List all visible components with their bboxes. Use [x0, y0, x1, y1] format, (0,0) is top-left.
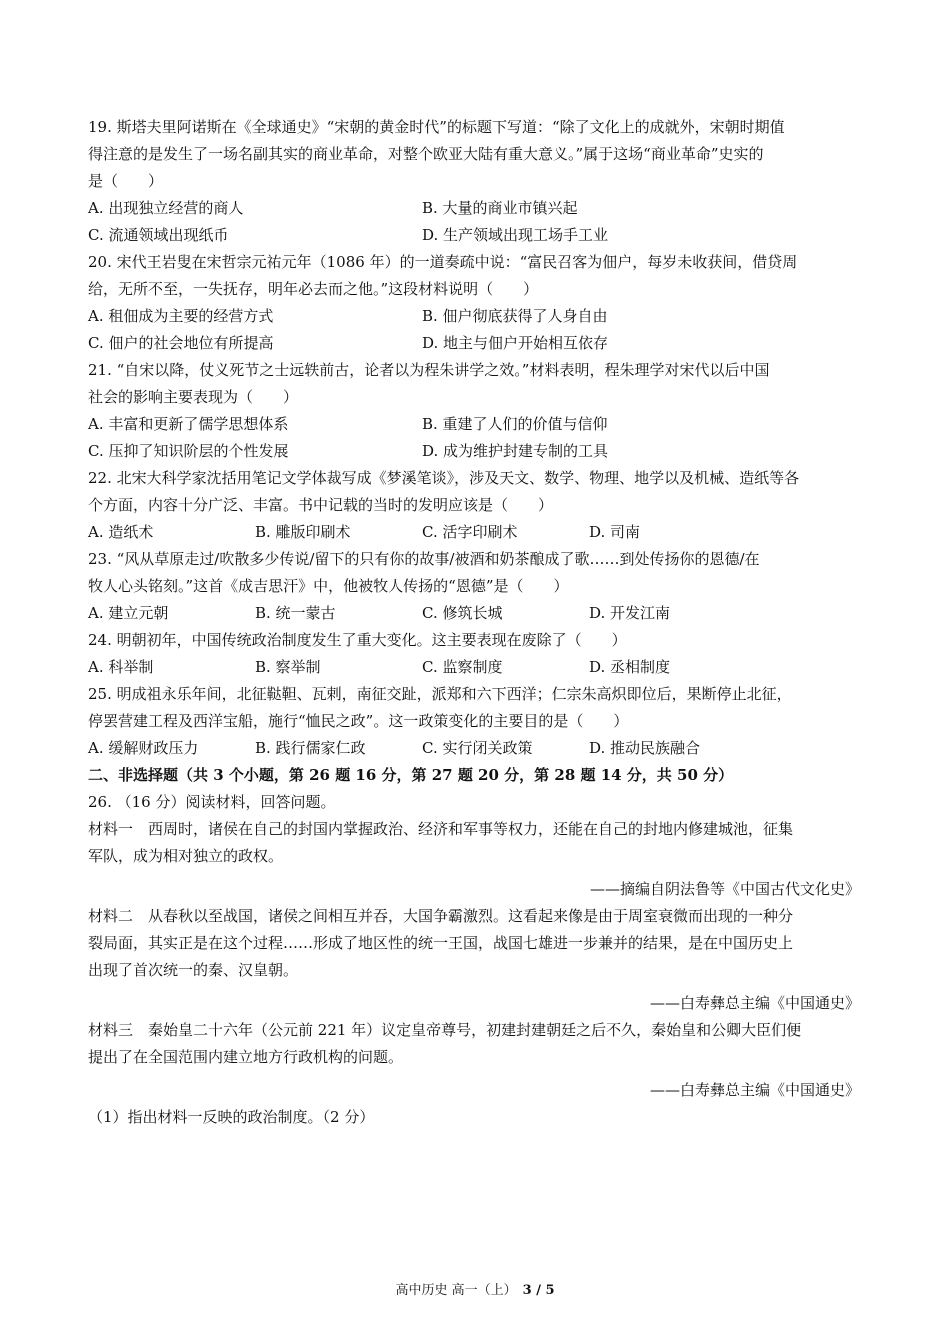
question-25: [88, 681, 864, 762]
question-24-options: [88, 654, 864, 681]
question-21-options-row-1: [88, 411, 864, 438]
question-20-option-b: B. 佃户彻底获得了人身自由: [422, 307, 608, 325]
question-20: [88, 249, 864, 357]
question-25-line-2: 停罢营建工程及西洋宝船，施行“恤民之政”。这一政策变化的主要目的是（ ）: [88, 712, 629, 730]
question-21-option-b: B. 重建了人们的价值与信仰: [422, 415, 608, 433]
question-21-option-c: C. 压抑了知识阶层的个性发展: [88, 442, 289, 460]
question-21-line-1: 21. “自宋以降，仗义死节之士远轶前古，论者以为程朱讲学之效。”材料表明，程朱理学对宋代以后中国: [88, 361, 770, 379]
footer-page-number: 3 / 5: [522, 1283, 555, 1298]
footer-title: 高中历史 高一（上）: [395, 1283, 517, 1298]
question-23-line-1: 23. “风从草原走过/吹散多少传说/留下的只有你的故事/被酒和奶茶酿成了歌……到处传扬你的恩德/在: [88, 550, 760, 568]
question-22-option-c: C. 活字印刷术: [422, 523, 518, 541]
question-24: [88, 627, 864, 681]
material-1-line-1: 材料一 西周时，诸侯在自己的封国内掌握政治、经济和军事等权力，还能在自己的封地内修建城池，征集: [88, 820, 794, 838]
question-22-line-1: 22. 北宋大科学家沈括用笔记文学体裁写成《梦溪笔谈》，涉及天文、数学、物理、地学以及机械、造纸等各: [88, 469, 800, 487]
question-20-options-row-1: [88, 303, 864, 330]
question-25-option-a: A. 缓解财政压力: [88, 739, 199, 757]
question-19-options-row-1: [88, 195, 864, 222]
material-1-line-2: 军队，成为相对独立的政权。: [88, 847, 284, 865]
question-23-option-c: C. 修筑长城: [422, 604, 503, 622]
question-22-option-d: D. 司南: [589, 523, 641, 541]
question-19-option-d: D. 生产领域出现工场手工业: [422, 226, 609, 244]
question-25-option-c: C. 实行闭关政策: [422, 739, 533, 757]
question-20-line-1: 20. 宋代王岩叟在宋哲宗元祐元年（1086 年）的一道奏疏中说：“富民召客为佃户，每岁未收获间，借贷周: [88, 253, 798, 271]
question-19-option-c: C. 流通领域出现纸币: [88, 226, 229, 244]
question-23-options: [88, 600, 864, 627]
question-19-line-2: 得注意的是发生了一场名副其实的商业革命，对整个欧亚大陆有重大意义。”属于这场“商业革命”史实的: [88, 145, 764, 163]
question-21-options-row-2: [88, 438, 864, 465]
page-footer: [0, 1279, 950, 1298]
material-3-source: ——白寿彝总主编《中国通史》: [649, 1081, 860, 1099]
question-20-option-a: A. 租佃成为主要的经营方式: [88, 307, 274, 325]
question-19-option-a: A. 出现独立经营的商人: [88, 199, 244, 217]
question-23-option-d: D. 开发江南: [589, 604, 671, 622]
question-25-option-d: D. 推动民族融合: [589, 739, 701, 757]
material-3-line-1: 材料三 秦始皇二十六年（公元前 221 年）议定皇帝尊号，初建封建朝廷之后不久，秦始皇和公卿大臣们便: [88, 1021, 802, 1039]
material-2-line-2: 裂局面，其实正是在这个过程……形成了地区性的统一王国，战国七雄进一步兼并的结果，是在中国历史上: [88, 934, 794, 952]
question-24-option-b: B. 察举制: [255, 658, 321, 676]
question-20-option-d: D. 地主与佃户开始相互依存: [422, 334, 609, 352]
section-2-heading: 二、非选择题（共 3 个小题，第 26 题 16 分，第 27 题 20 分，第 28 题 14 分，共 50 分）: [88, 766, 734, 784]
question-23-line-2: 牧人心头铭刻。”这首《成吉思汗》中，他被牧人传扬的“恩德”是（ ）: [88, 577, 569, 595]
material-2-line-3: 出现了首次统一的秦、汉皇朝。: [88, 961, 299, 979]
question-23: [88, 546, 864, 627]
question-20-options-row-2: [88, 330, 864, 357]
material-2-source: ——白寿彝总主编《中国通史》: [649, 994, 860, 1012]
question-24-option-d: D. 丞相制度: [589, 658, 671, 676]
page-content: [88, 114, 864, 1131]
question-24-option-a: A. 科举制: [88, 658, 154, 676]
question-22-option-a: A. 造纸术: [88, 523, 154, 541]
question-19-options-row-2: [88, 222, 864, 249]
question-22-options: [88, 519, 864, 546]
question-20-line-2: 给，无所不至，一失抚存，明年必去而之他。”这段材料说明（ ）: [88, 280, 539, 298]
question-21-option-a: A. 丰富和更新了儒学思想体系: [88, 415, 289, 433]
question-21-line-2: 社会的影响主要表现为（ ）: [88, 388, 299, 406]
question-25-option-b: B. 践行儒家仁政: [255, 739, 366, 757]
question-25-options: [88, 735, 864, 762]
question-21-option-d: D. 成为维护封建专制的工具: [422, 442, 609, 460]
question-23-option-b: B. 统一蒙古: [255, 604, 336, 622]
question-26-sub-1: （1）指出材料一反映的政治制度。（2 分）: [88, 1108, 375, 1126]
question-21: [88, 357, 864, 465]
question-22: [88, 465, 864, 546]
question-24-option-c: C. 监察制度: [422, 658, 503, 676]
question-19: [88, 114, 864, 249]
question-23-option-a: A. 建立元朝: [88, 604, 169, 622]
question-20-option-c: C. 佃户的社会地位有所提高: [88, 334, 274, 352]
question-19-line-3: 是（ ）: [88, 172, 164, 190]
question-26-intro: 26. （16 分）阅读材料，回答问题。: [88, 793, 336, 811]
question-22-line-2: 个方面，内容十分广泛、丰富。书中记载的当时的发明应该是（ ）: [88, 496, 554, 514]
question-24-line-1: 24. 明朝初年，中国传统政治制度发生了重大变化。这主要表现在废除了（ ）: [88, 631, 627, 649]
question-19-option-b: B. 大量的商业市镇兴起: [422, 199, 578, 217]
question-22-option-b: B. 雕版印刷术: [255, 523, 351, 541]
question-26: [88, 789, 864, 1131]
question-19-line-1: 19. 斯塔夫里阿诺斯在《全球通史》“宋朝的黄金时代”的标题下写道：“除了文化上的成就外，宋朝时期值: [88, 118, 785, 136]
material-2-line-1: 材料二 从春秋以至战国，诸侯之间相互并吞，大国争霸激烈。这看起来像是由于周室衰微而出现的一种分: [88, 907, 794, 925]
question-25-line-1: 25. 明成祖永乐年间，北征鞑靼、瓦剌，南征交趾，派郑和六下西洋；仁宗朱高炽即位后，果断停止北征，: [88, 685, 792, 703]
material-3-line-2: 提出了在全国范围内建立地方行政机构的问题。: [88, 1048, 404, 1066]
material-1-source: ——摘编自阴法鲁等《中国古代文化史》: [589, 880, 860, 898]
